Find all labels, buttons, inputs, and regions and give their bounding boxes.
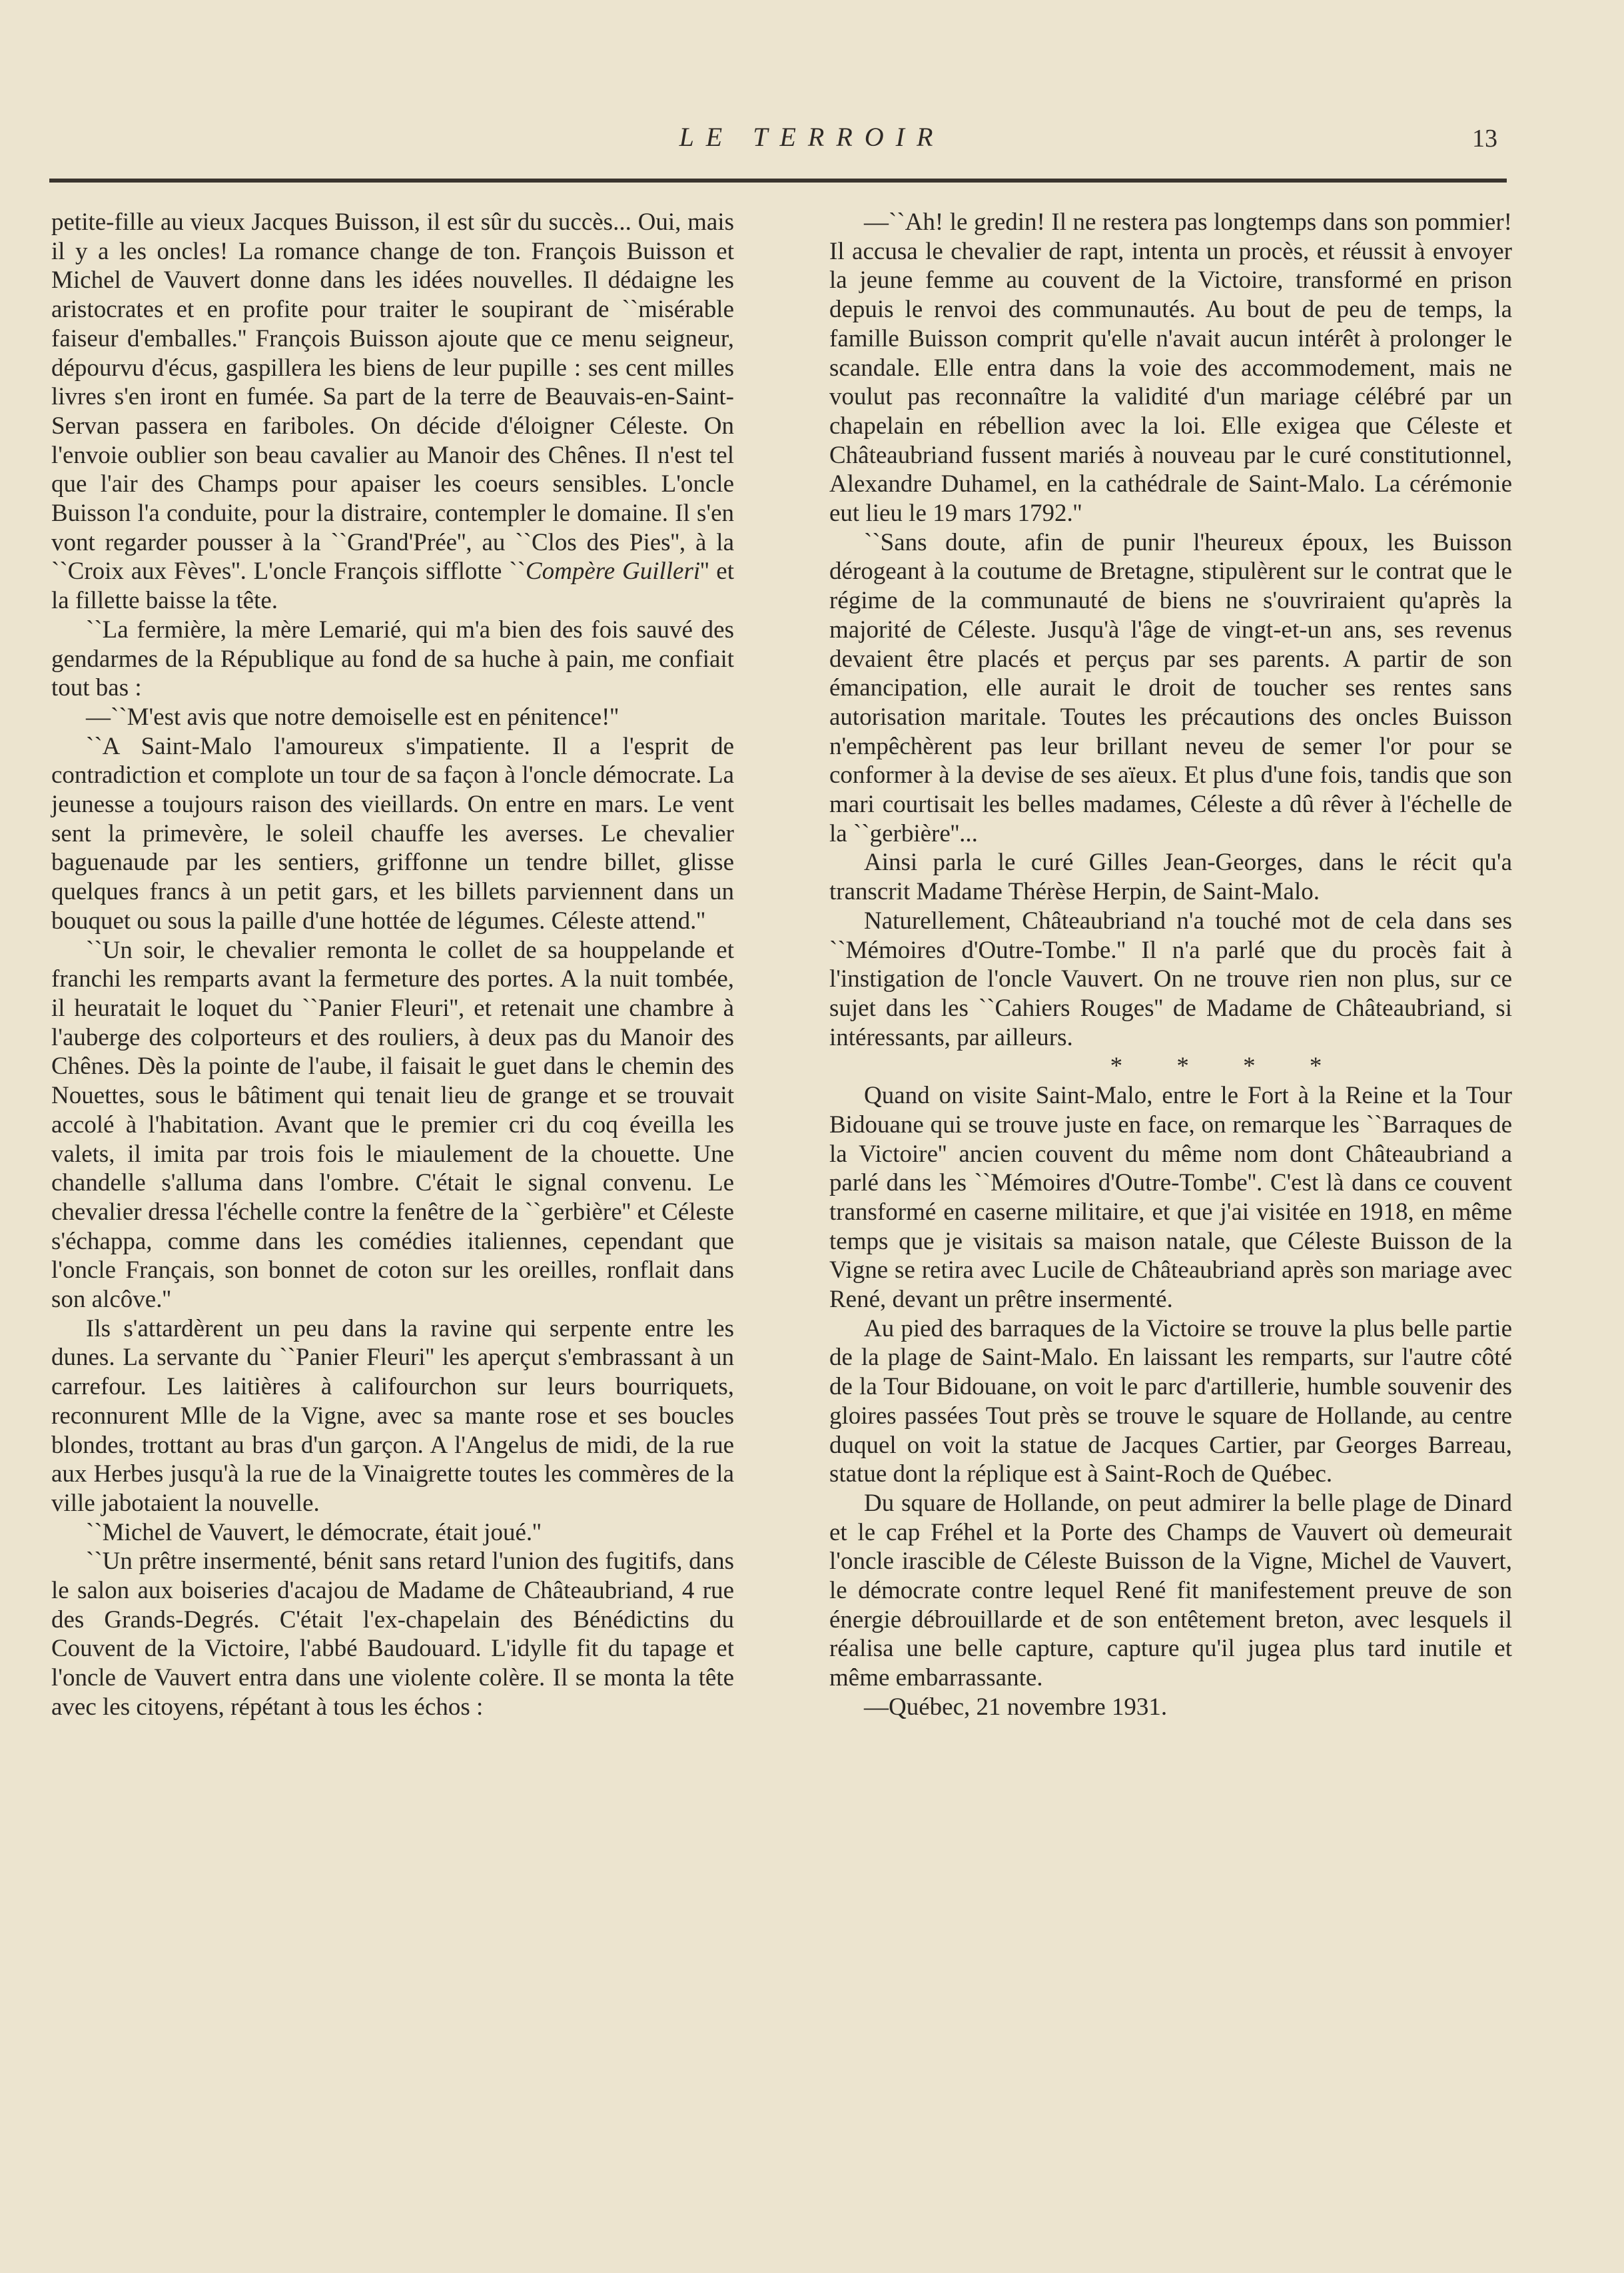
paragraph: ``Un prêtre insermenté, bénit sans retard l'union des fugitifs, dans le salon aux boiseries d'acajou de Madame de Châteaubriand, 4 rue des Grands-Degrés. C'était l'ex-chapelain des Bénédictins du Couvent de la Victoire, l'abbé Baudouard. L'idylle fit du tapage et l'oncle de Vauvert entra dans une violente colère. Il se monta la tête avec les citoyens, répétant à tous les échos : (51, 1548, 734, 1721)
paragraph: Ils s'attardèrent un peu dans la ravine qui serpente entre les dunes. La servante du ``Panier Fleuri'' les aperçut s'embrassant à un carrefour. Les laitières à califourchon sur leurs bourriquets, reconnurent Mlle de la Vigne, avec sa mante rose et ses boucles blondes, trottant au bras d'un garçon. A l'Angelus de midi, de la rue aux Herbes jusqu'à la rue de la Vinaigrette toutes les commères de la ville jabotaient la nouvelle. (51, 1314, 734, 1517)
paragraph: Au pied des barraques de la Victoire se trouve la plus belle partie de la plage de Saint-Malo. En laissant les remparts, sur l'autre côté de la Tour Bidouane, on voit le parc d'artillerie, humble souvenir des gloires passées Tout près se trouve le square de Hollande, au centre duquel on voit la statue de Jacques Cartier, par Georges Barreau, statue dont la réplique est à Saint-Roch de Québec. (829, 1314, 1512, 1488)
page-number: 13 (1472, 125, 1497, 153)
paragraph: ``Un soir, le chevalier remonta le collet de sa houppelande et franchi les remparts avant la fermeture des portes. A la nuit tombée, il heuratait le loquet du ``Panier Fleuri'', et retenait une chambre à l'auberge des colporteurs et des rouliers, à deux pas du Manoir des Chênes. Dès la pointe de l'aube, il faisait le guet dans le chemin des Nouettes, sous le bâtiment qui tenait lieu de grange et se trouvait accolé à l'habitation. Avant que le premier cri du coq éveilla les valets, il imita par trois fois le miaulement de la chouette. Une chandelle s'alluma dans l'ombre. C'était le signal convenu. Le chevalier dressa l'échelle contre la fenêtre de la ``gerbière'' et Céleste s'échappa, comme dans les comédies italiennes, cependant que l'oncle Français, son bonnet de coton sur les oreilles, ronflait dans son alcôve.'' (51, 936, 734, 1314)
paragraph: Ainsi parla le curé Gilles Jean-Georges, dans le récit qu'a transcrit Madame Thérèse Herpin, de Saint-Malo. (829, 849, 1512, 906)
paragraph-text: petite-fille au vieux Jacques Buisson, il est sûr du succès... Oui, mais il y a les oncles! La romance change de ton. François Buisson et Michel de Vauvert donne dans les idées nouvelles. Il dédaigne les aristocrates et en profite pour traiter le soupirant de ``misérable faiseur d'emballes.'' François Buisson ajoute que ce menu seigneur, dépourvu d'écus, gaspillera les biens de leur pupille : ses cent milles livres s'en iront en fumée. Sa part de la terre de Beauvais-en-Saint-Servan passera en fariboles. On décide d'éloigner Céleste. On l'envoie oublier son beau cavalier au Manoir des Chênes. Il n'est tel que l'air des Champs pour apaiser les coeurs sensibles. L'oncle Buisson l'a conduite, pour la distraire, contempler le domaine. Il s'en vont regarder pousser à la ``Grand'Prée'', au ``Clos des Pies'', à la ``Croix aux Fèves''. L'oncle François sifflotte `` (51, 209, 734, 586)
paragraph: ``Sans doute, afin de punir l'heureux époux, les Buisson dérogeant à la coutume de Bretagne, stipulèrent sur le contrat que le régime de la communauté de biens ne s'ouvriraient qu'après la majorité de Céleste. Jusqu'à l'âge de vingt-et-un ans, ses revenus devaient être placés et perçus par ses parents. A partir de son émancipation, elle aurait le droit de toucher ses rentes sans autorisation maritale. Toutes les précautions des oncles Buisson n'empêchèrent pas leur brillant neveu de semer l'or pour se conformer à la devise de ses aïeux. Et plus d'une fois, tandis que son mari courtisait les belles madames, Céleste a dû rêver à l'échelle de la ``gerbière''... (829, 528, 1512, 847)
paragraph: Quand on visite Saint-Malo, entre le Fort à la Reine et la Tour Bidouane qui se trouve juste en face, on remarque les ``Barraques de la Victoire'' ancien couvent du même nom dont Châteaubriand a parlé dans les ``Mémoires d'Outre-Tombe''. C'est là dans ce couvent transformé en caserne militaire, et que j'ai visitée en 1918, en même temps que je visitais sa maison natale, que Céleste Buisson de la Vigne se retira avec Lucile de Châteaubriand après son mariage avec René, devant un prêtre insermenté. (829, 1082, 1512, 1314)
dateline-signature: —Québec, 21 novembre 1931. (864, 1693, 1168, 1721)
song-title: Compère Guilleri (525, 558, 701, 586)
right-column (829, 208, 1512, 1722)
paragraph-text: '' et la fillette baisse la tête. (51, 558, 734, 615)
paragraph (51, 208, 734, 616)
paragraph: —``Ah! le gredin! Il ne restera pas longtemps dans son pommier! Il accusa le chevalier de rapt, intenta un procès, et réussit à envoyer la jeune femme au couvent de la Victoire, transformé en prison depuis le renvoi des communautés. Au bout de peu de temps, la famille Buisson comprit qu'elle n'avait aucun intérêt à prolonger le scandale. Elle entra dans la voie des accommodement, mais ne voulut pas reconnaître la validité d'un mariage célébré par un chapelain en rébellion avec la loi. Elle exigea que Céleste et Châteaubriand fussent mariés à nouveau par le curé constitutionnel, Alexandre Duhamel, en la cathédrale de Saint-Malo. La cérémonie eut lieu le 19 mars 1792.'' (829, 209, 1512, 528)
running-title: LE TERROIR (679, 122, 945, 152)
header-rule (49, 179, 1507, 183)
paragraph: ``La fermière, la mère Lemarié, qui m'a bien des fois sauvé des gendarmes de la République au fond de sa huche à pain, me confiait tout bas : (51, 616, 734, 702)
section-separator: * * * * (1110, 1053, 1346, 1081)
paragraph: Du square de Hollande, on peut admirer la belle plage de Dinard et le cap Fréhel et la Porte des Champs de Vauvert où demeurait l'oncle irascible de Céleste Buisson de la Vigne, Michel de Vauvert, le démocrate contre lequel René fit manifestement preuve de son énergie débrouillarde et de son entêtement breton, avec lesquels il réalisa une belle capture, capture qu'il jugea plus tard inutile et même embarrassante. (829, 1489, 1512, 1692)
paragraph: —``M'est avis que notre demoiselle est en pénitence!'' (86, 703, 619, 731)
paragraph: Naturellement, Châteaubriand n'a touché mot de cela dans ses ``Mémoires d'Outre-Tombe.'' Il n'a parlé que du procès fait à l'instigation de l'oncle Vauvert. On ne trouve rien non plus, sur ce sujet dans les ``Cahiers Rouges'' de Madame de Châteaubriand, si intéressants, par ailleurs. (829, 907, 1512, 1051)
paragraph: ``Michel de Vauvert, le démocrate, était joué.'' (86, 1518, 542, 1546)
paragraph: ``A Saint-Malo l'amoureux s'impatiente. Il a l'esprit de contradiction et complote un tour de sa façon à l'oncle démocrate. La jeunesse a toujours raison des vieillards. On entre en mars. Le vent sent la primevère, le soleil chauffe les averses. Le chevalier baguenaude par les sentiers, griffonne un tendre billet, glisse quelques francs à un petit gars, et les billets parviennent dans un bouquet ou sous la paille d'une hottée de légumes. Céleste attend.'' (51, 732, 734, 935)
left-column (51, 208, 734, 1722)
